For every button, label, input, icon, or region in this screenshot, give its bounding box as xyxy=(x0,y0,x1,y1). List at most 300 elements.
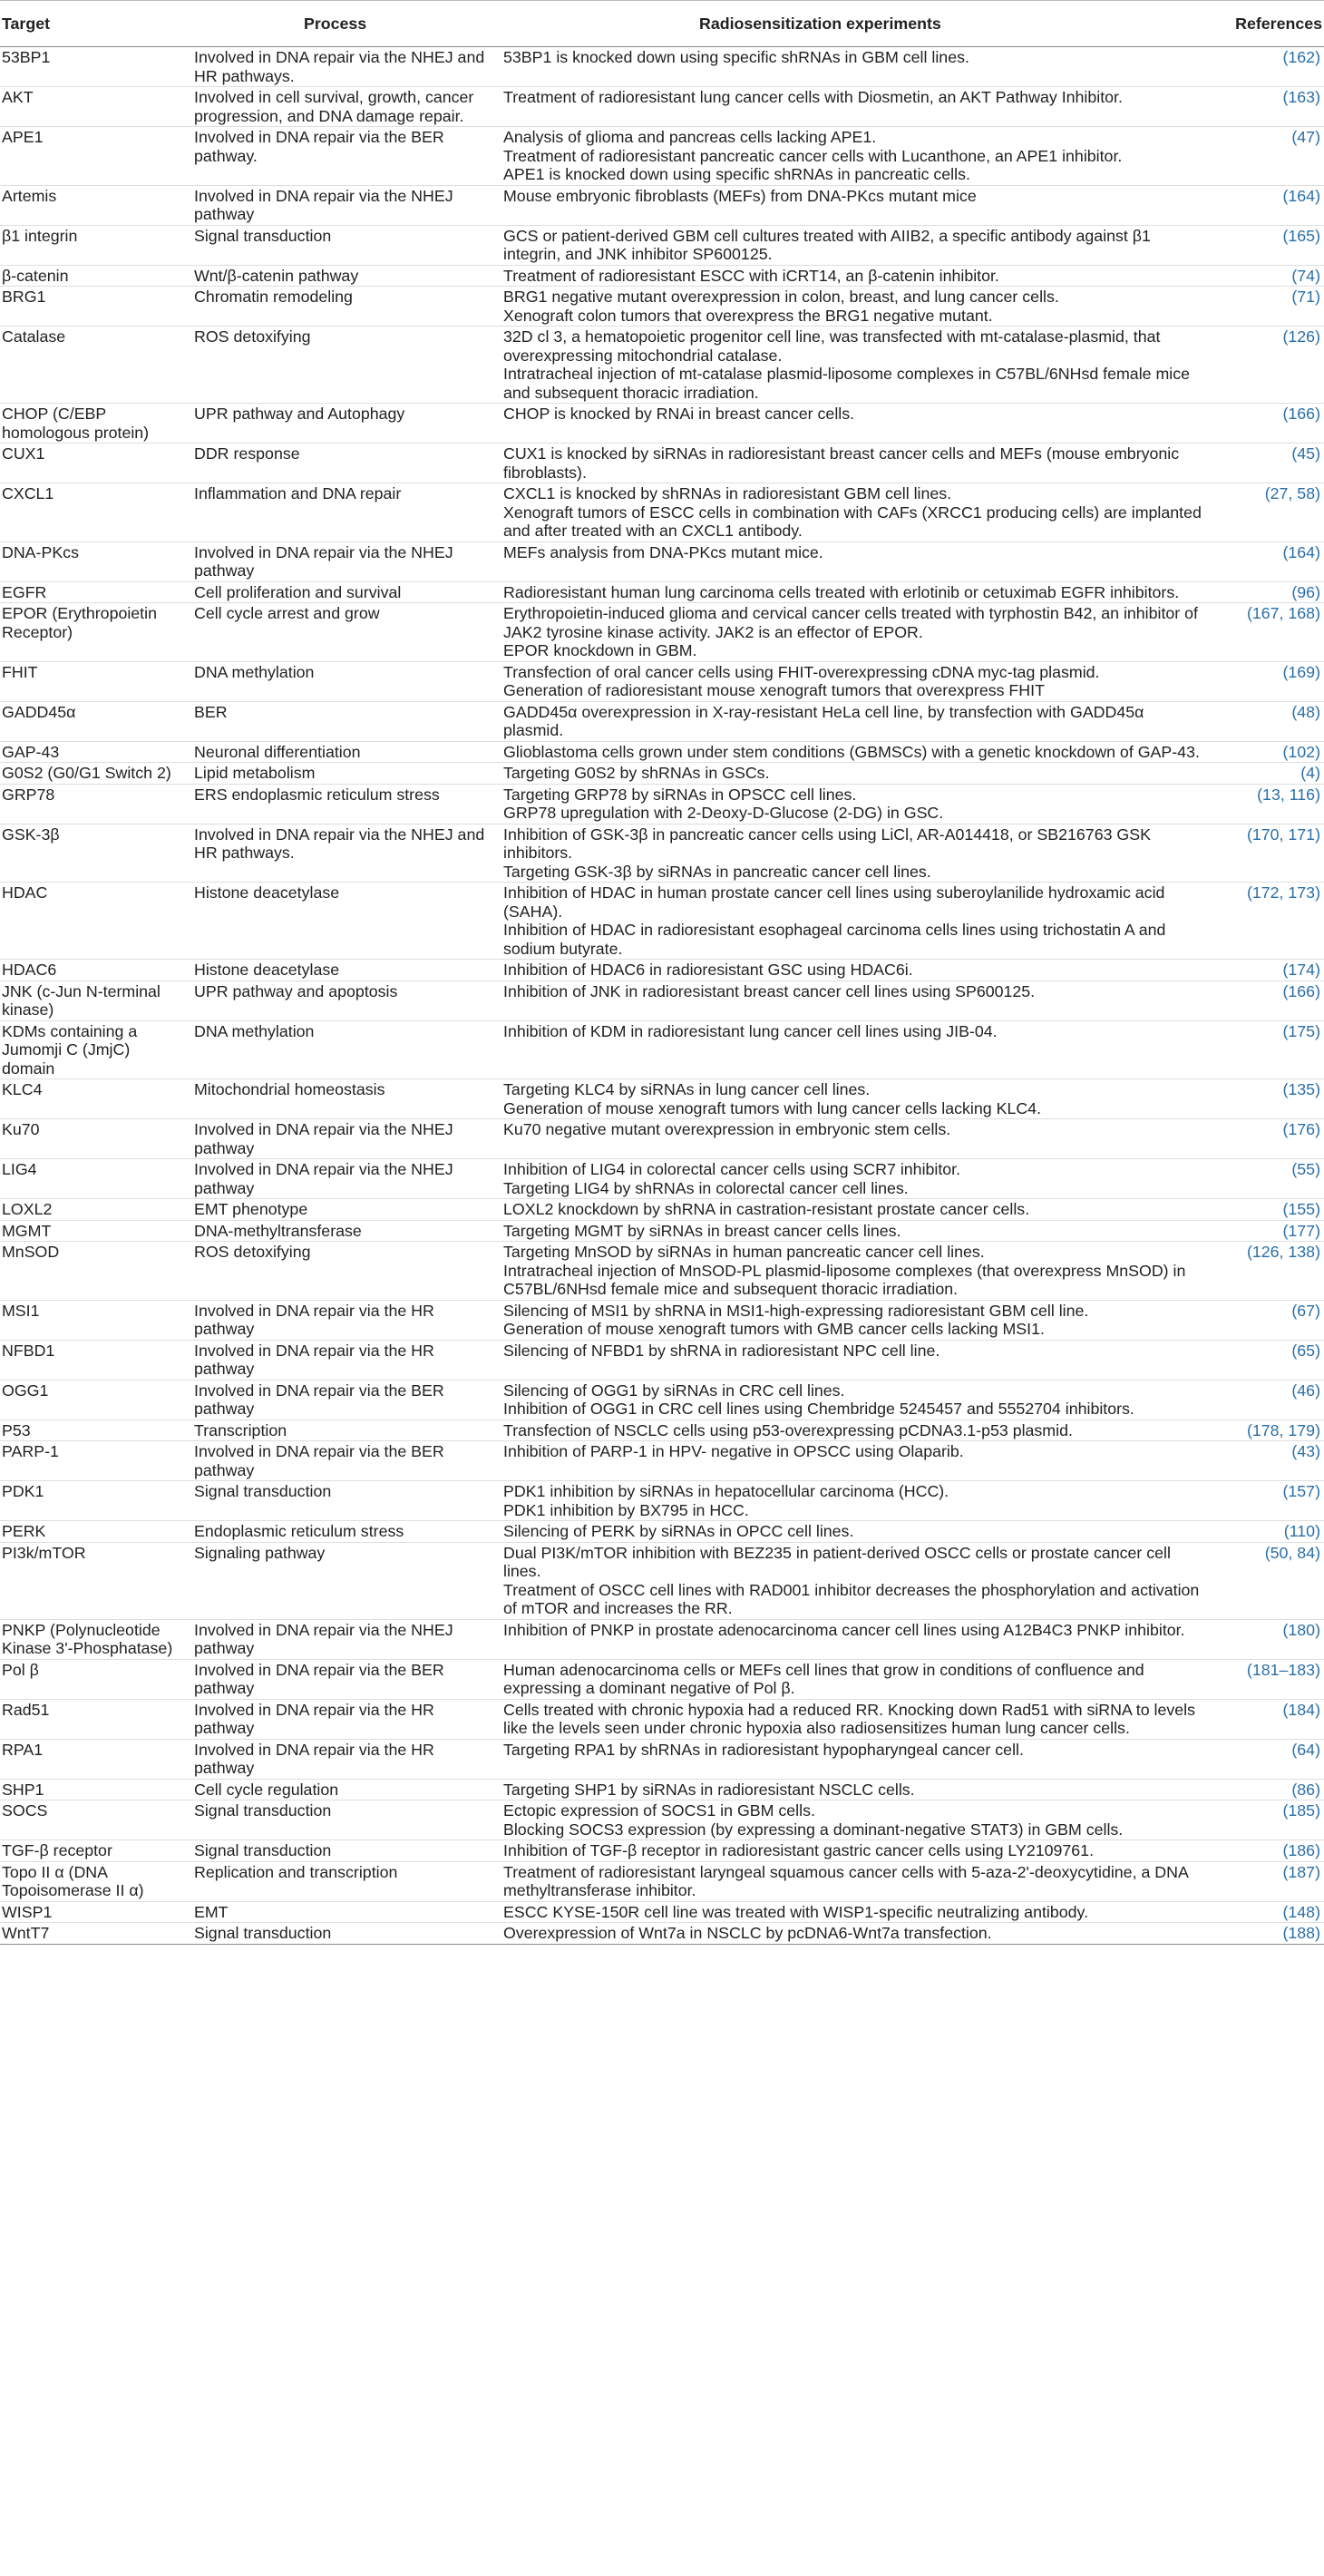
cell-target: Catalase xyxy=(0,327,186,404)
cell-target: KDMs containing a Jumomji C (JmjC) domain xyxy=(0,1020,186,1079)
cell-references: (67) xyxy=(1212,1300,1324,1340)
table-row xyxy=(0,1242,1324,1301)
header-row xyxy=(0,1,1324,47)
table-row xyxy=(0,1300,1324,1340)
cell-target: PDK1 xyxy=(0,1481,186,1521)
experiment-text: Targeting GSK-3β by siRNAs in pancreatic cancer cell lines. xyxy=(503,862,931,881)
cell-process: Histone deacetylase xyxy=(186,960,500,981)
header-target: Target xyxy=(0,1,186,47)
cell-target: Ku70 xyxy=(0,1119,186,1159)
cell-target: G0S2 (G0/G1 Switch 2) xyxy=(0,763,186,785)
cell-target: CHOP (C/EBP homologous protein) xyxy=(0,404,186,444)
table-row xyxy=(0,47,1324,87)
experiment-text: Inhibition of TGF-β receptor in radioresistant gastric cancer cells using LY2109761. xyxy=(503,1841,1095,1859)
cell-process: Involved in DNA repair via the NHEJ pathway xyxy=(186,1159,500,1199)
experiment-text: Generation of radioresistant mouse xenograft tumors that overexpress FHIT xyxy=(503,681,1045,699)
cell-target: GAP-43 xyxy=(0,741,186,763)
experiment-text: Treatment of radioresistant ESCC with iCRT14, an β-catenin inhibitor. xyxy=(503,266,999,285)
table-row xyxy=(0,1699,1324,1739)
experiment-text: Targeting LIG4 by shRNAs in colorectal cancer cell lines. xyxy=(503,1178,909,1197)
cell-process: Lipid metabolism xyxy=(186,763,500,785)
cell-references: (126, 138) xyxy=(1212,1242,1324,1301)
experiment-text: Treatment of radioresistant laryngeal squamous cancer cells with 5-aza-2'-deoxycytidine, a DNA methyltransferase inhibitor. xyxy=(503,1862,1188,1899)
table-row xyxy=(0,1901,1324,1923)
experiment-text: Inhibition of JNK in radioresistant breast cancer cell lines using SP600125. xyxy=(503,981,1036,1000)
cell-target: AKT xyxy=(0,87,186,127)
cell-process: DNA methylation xyxy=(186,1020,500,1079)
experiment-text: Targeting GRP78 by siRNAs in OPSCC cell lines. xyxy=(503,785,857,804)
cell-target: Pol β xyxy=(0,1659,186,1699)
experiment-text: 53BP1 is knocked down using specific shRNAs in GBM cell lines. xyxy=(503,48,969,66)
experiment-text: CXCL1 is knocked by shRNAs in radioresistant GBM cell lines. xyxy=(503,484,952,503)
cell-experiments xyxy=(500,1220,1212,1242)
cell-target: 53BP1 xyxy=(0,47,186,87)
cell-process: Involved in DNA repair via the HR pathway xyxy=(186,1340,500,1380)
cell-process: Involved in cell survival, growth, cancer progression, and DNA damage repair. xyxy=(186,87,500,127)
cell-target: PI3k/mTOR xyxy=(0,1542,186,1619)
experiment-text: Radioresistant human lung carcinoma cells treated with erlotinib or cetuximab EGFR inhibitors. xyxy=(503,582,1180,601)
experiment-text: Inhibition of PNKP in prostate adenocarcinoma cancer cell lines using A12B4C3 PNKP inhibitor. xyxy=(503,1620,1185,1639)
cell-target: MSI1 xyxy=(0,1300,186,1340)
header-process: Process xyxy=(186,1,500,47)
cell-experiments xyxy=(500,542,1212,581)
cell-process: DNA-methyltransferase xyxy=(186,1220,500,1242)
experiment-text: Dual PI3K/mTOR inhibition with BEZ235 in patient-derived OSCC cells or prostate cancer cell lines. xyxy=(503,1543,1171,1580)
cell-references: (174) xyxy=(1212,960,1324,981)
cell-target: OGG1 xyxy=(0,1380,186,1420)
table-row xyxy=(0,981,1324,1020)
table-header xyxy=(0,1,1324,47)
table-row xyxy=(0,1800,1324,1840)
table-row xyxy=(0,185,1324,225)
cell-process: Cell cycle regulation xyxy=(186,1779,500,1800)
table-row xyxy=(0,784,1324,824)
cell-experiments xyxy=(500,1659,1212,1699)
cell-process: UPR pathway and Autophagy xyxy=(186,404,500,444)
experiment-text: Inhibition of OGG1 in CRC cell lines using Chembridge 5245457 and 5552704 inhibitors. xyxy=(503,1400,1134,1418)
cell-process: Involved in DNA repair via the BER pathway xyxy=(186,1441,500,1481)
cell-references: (175) xyxy=(1212,1020,1324,1079)
header-references: References xyxy=(1212,1,1324,47)
experiment-text: CHOP is knocked by RNAi in breast cancer cells. xyxy=(503,405,855,423)
cell-process: Involved in DNA repair via the HR pathway xyxy=(186,1300,500,1340)
cell-target: Artemis xyxy=(0,185,186,225)
cell-experiments xyxy=(500,1481,1212,1521)
cell-target: MnSOD xyxy=(0,1242,186,1301)
experiment-text: Overexpression of Wnt7a in NSCLC by pcDNA6-Wnt7a transfection. xyxy=(503,1924,992,1942)
cell-target: NFBD1 xyxy=(0,1340,186,1380)
table-row xyxy=(0,1079,1324,1119)
experiment-text: Inhibition of HDAC in human prostate cancer cell lines using suberoylanilide hydroxamic acid (SAHA). xyxy=(503,883,1165,921)
cell-experiments xyxy=(500,47,1212,87)
table-body xyxy=(0,47,1324,1945)
table-row xyxy=(0,1220,1324,1242)
experiment-text: Silencing of NFBD1 by shRNA in radioresistant NPC cell line. xyxy=(503,1341,940,1360)
cell-target: KLC4 xyxy=(0,1079,186,1119)
table-row xyxy=(0,603,1324,662)
experiment-text: Intratracheal injection of MnSOD-PL plasmid-liposome complexes (that overexpress MnSOD) in C57BL/6NHsd female mice and subsequent thoracic irradiation. xyxy=(503,1261,1186,1298)
cell-process: DNA methylation xyxy=(186,661,500,701)
cell-target: HDAC6 xyxy=(0,960,186,981)
experiment-text: Inhibition of KDM in radioresistant lung cancer cell lines using JIB-04. xyxy=(503,1021,998,1040)
experiment-text: Human adenocarcinoma cells or MEFs cell lines that grow in conditions of confluence and expressing a dominant negative of Pol β. xyxy=(503,1660,1144,1697)
cell-experiments xyxy=(500,763,1212,785)
experiment-text: Mouse embryonic fibroblasts (MEFs) from DNA-PKcs mutant mice xyxy=(503,186,977,205)
cell-process: ERS endoplasmic reticulum stress xyxy=(186,784,500,824)
cell-experiments xyxy=(500,185,1212,225)
cell-process: Mitochondrial homeostasis xyxy=(186,1079,500,1119)
cell-references: (165) xyxy=(1212,225,1324,265)
cell-experiments xyxy=(500,1542,1212,1619)
cell-target: CUX1 xyxy=(0,444,186,483)
table-row xyxy=(0,741,1324,763)
cell-target: Topo II α (DNA Topoisomerase II α) xyxy=(0,1861,186,1901)
cell-process: Histone deacetylase xyxy=(186,883,500,960)
cell-process: BER xyxy=(186,701,500,741)
table-row xyxy=(0,701,1324,741)
experiment-text: 32D cl 3, a hematopoietic progenitor cell line, was transfected with mt-catalase-plasmid, that overexpressing mitochondrial catalase. xyxy=(503,327,1161,365)
table-row xyxy=(0,225,1324,265)
experiment-text: BRG1 negative mutant overexpression in colon, breast, and lung cancer cells. xyxy=(503,288,1059,306)
experiment-text: Ku70 negative mutant overexpression in embryonic stem cells. xyxy=(503,1120,951,1138)
experiment-text: Generation of mouse xenograft tumors with lung cancer cells lacking KLC4. xyxy=(503,1098,1042,1117)
cell-process: DDR response xyxy=(186,444,500,483)
cell-experiments xyxy=(500,1380,1212,1420)
cell-experiments xyxy=(500,1119,1212,1159)
cell-experiments xyxy=(500,1079,1212,1119)
cell-process: Signaling pathway xyxy=(186,1542,500,1619)
cell-process: Involved in DNA repair via the NHEJ pathway xyxy=(186,1119,500,1159)
cell-experiments xyxy=(500,1420,1212,1441)
table-row xyxy=(0,404,1324,444)
cell-references: (157) xyxy=(1212,1481,1324,1521)
experiment-text: Targeting G0S2 by shRNAs in GSCs. xyxy=(503,764,770,782)
table-row xyxy=(0,542,1324,581)
cell-experiments xyxy=(500,1199,1212,1221)
cell-target: LOXL2 xyxy=(0,1199,186,1221)
cell-target: HDAC xyxy=(0,883,186,960)
cell-target: APE1 xyxy=(0,127,186,186)
experiment-text: Glioblastoma cells grown under stem conditions (GBMSCs) with a genetic knockdown of GAP-43. xyxy=(503,742,1200,761)
cell-references: (55) xyxy=(1212,1159,1324,1199)
experiment-text: Silencing of MSI1 by shRNA in MSI1-high-expressing radioresistant GBM cell line. xyxy=(503,1301,1089,1320)
cell-process: Signal transduction xyxy=(186,225,500,265)
cell-target: EGFR xyxy=(0,581,186,603)
experiment-text: Erythropoietin-induced glioma and cervical cancer cells treated with tyrphostin B42, an inhibitor of JAK2 tyrosine kinase activity. JAK2 is an effector of EPOR. xyxy=(503,604,1198,641)
cell-experiments xyxy=(500,404,1212,444)
cell-references: (187) xyxy=(1212,1861,1324,1901)
cell-references: (188) xyxy=(1212,1923,1324,1945)
table-row xyxy=(0,1619,1324,1659)
table-row xyxy=(0,824,1324,883)
cell-references: (170, 171) xyxy=(1212,824,1324,883)
table-row xyxy=(0,1861,1324,1901)
experiment-text: Transfection of NSCLC cells using p53-overexpressing pCDNA3.1-p53 plasmid. xyxy=(503,1420,1073,1439)
cell-target: P53 xyxy=(0,1420,186,1441)
cell-references: (162) xyxy=(1212,47,1324,87)
cell-process: UPR pathway and apoptosis xyxy=(186,981,500,1020)
cell-process: ROS detoxifying xyxy=(186,1242,500,1301)
table-row xyxy=(0,960,1324,981)
experiment-text: Targeting MnSOD by siRNAs in human pancreatic cancer cell lines. xyxy=(503,1243,985,1261)
cell-experiments xyxy=(500,1340,1212,1380)
cell-experiments xyxy=(500,960,1212,981)
cell-references: (47) xyxy=(1212,127,1324,186)
cell-references: (176) xyxy=(1212,1119,1324,1159)
experiment-text: GCS or patient-derived GBM cell cultures treated with AIIB2, a specific antibody against β1 integrin, and JNK inhibitor SP600125. xyxy=(503,226,1151,263)
cell-target: BRG1 xyxy=(0,287,186,327)
cell-references: (65) xyxy=(1212,1340,1324,1380)
cell-experiments xyxy=(500,1441,1212,1481)
cell-references: (167, 168) xyxy=(1212,603,1324,662)
cell-process: Signal transduction xyxy=(186,1481,500,1521)
table-row xyxy=(0,1840,1324,1862)
cell-references: (46) xyxy=(1212,1380,1324,1420)
cell-process: Signal transduction xyxy=(186,1923,500,1945)
table-row xyxy=(0,87,1324,127)
table-row xyxy=(0,883,1324,960)
experiment-text: Cells treated with chronic hypoxia had a reduced RR. Knocking down Rad51 with siRNA to levels like the levels seen under chronic hypoxia also radiosensitizes human lung cancer cells. xyxy=(503,1700,1196,1737)
cell-references: (4) xyxy=(1212,763,1324,785)
cell-process: Cell cycle arrest and grow xyxy=(186,603,500,662)
cell-references: (102) xyxy=(1212,741,1324,763)
experiment-text: Inhibition of HDAC in radioresistant esophageal carcinoma cells lines using trichostatin A and sodium butyrate. xyxy=(503,921,1166,958)
cell-experiments xyxy=(500,784,1212,824)
experiment-text: Xenograft tumors of ESCC cells in combination with CAFs (XRCC1 producing cells) are implanted and after treated with an CXCL1 antibody. xyxy=(503,503,1202,540)
cell-experiments xyxy=(500,1901,1212,1923)
cell-process: Replication and transcription xyxy=(186,1861,500,1901)
table-row xyxy=(0,127,1324,186)
table-row xyxy=(0,1542,1324,1619)
experiment-text: ESCC KYSE-150R cell line was treated with WISP1-specific neutralizing antibody. xyxy=(503,1902,1089,1921)
experiment-text: Ectopic expression of SOCS1 in GBM cells. xyxy=(503,1801,815,1820)
table-row xyxy=(0,763,1324,785)
cell-experiments xyxy=(500,603,1212,662)
cell-references: (172, 173) xyxy=(1212,883,1324,960)
experiment-text: Inhibition of GSK-3β in pancreatic cancer cells using LiCl, AR-A014418, or SB216763 GSK inhibitors. xyxy=(503,825,1151,862)
cell-target: EPOR (Erythropoietin Receptor) xyxy=(0,603,186,662)
cell-references: (177) xyxy=(1212,1220,1324,1242)
cell-experiments xyxy=(500,127,1212,186)
cell-references: (180) xyxy=(1212,1619,1324,1659)
experiment-text: Treatment of OSCC cell lines with RAD001 inhibitor decreases the phosphorylation and activation of mTOR and increases the RR. xyxy=(503,1580,1200,1617)
cell-process: Involved in DNA repair via the NHEJ pathway xyxy=(186,542,500,581)
cell-experiments xyxy=(500,581,1212,603)
experiment-text: Silencing of OGG1 by siRNAs in CRC cell lines. xyxy=(503,1381,845,1400)
table-row xyxy=(0,1420,1324,1441)
experiment-text: GRP78 upregulation with 2-Deoxy-D-Glucose (2-DG) in GSC. xyxy=(503,804,944,822)
cell-target: β1 integrin xyxy=(0,225,186,265)
cell-process: Involved in DNA repair via the NHEJ pathway xyxy=(186,185,500,225)
table-row xyxy=(0,1923,1324,1945)
cell-target: FHIT xyxy=(0,661,186,701)
cell-references: (48) xyxy=(1212,701,1324,741)
experiment-text: Treatment of radioresistant pancreatic cancer cells with Lucanthone, an APE1 inhibitor. xyxy=(503,146,1123,165)
cell-experiments xyxy=(500,981,1212,1020)
cell-process: Signal transduction xyxy=(186,1800,500,1840)
cell-target: GSK-3β xyxy=(0,824,186,883)
experiment-text: Intratracheal injection of mt-catalase plasmid-liposome complexes in C57BL/6NHsd female mice and subsequent thoracic irradiation. xyxy=(503,365,1191,402)
cell-references: (184) xyxy=(1212,1699,1324,1739)
experiment-text: Targeting RPA1 by shRNAs in radioresistant hypopharyngeal cancer cell. xyxy=(503,1740,1024,1759)
table-row xyxy=(0,287,1324,327)
table-row xyxy=(0,1119,1324,1159)
table-row xyxy=(0,1159,1324,1199)
experiment-text: Treatment of radioresistant lung cancer cells with Diosmetin, an AKT Pathway Inhibitor. xyxy=(503,88,1123,106)
cell-experiments xyxy=(500,327,1212,404)
cell-target: GRP78 xyxy=(0,784,186,824)
header-experiments: Radiosensitization experiments xyxy=(500,1,1212,47)
cell-references: (155) xyxy=(1212,1199,1324,1221)
cell-experiments xyxy=(500,444,1212,483)
cell-experiments xyxy=(500,701,1212,741)
cell-process: Involved in DNA repair via the HR pathway xyxy=(186,1739,500,1779)
cell-experiments xyxy=(500,265,1212,287)
table-row xyxy=(0,1481,1324,1521)
experiment-text: MEFs analysis from DNA-PKcs mutant mice. xyxy=(503,542,823,561)
cell-experiments xyxy=(500,1300,1212,1340)
cell-process: Wnt/β-catenin pathway xyxy=(186,265,500,287)
cell-process: Involved in DNA repair via the HR pathway xyxy=(186,1699,500,1739)
cell-references: (164) xyxy=(1212,542,1324,581)
experiment-text: PDK1 inhibition by BX795 in HCC. xyxy=(503,1500,749,1519)
cell-target: TGF-β receptor xyxy=(0,1840,186,1862)
cell-target: JNK (c-Jun N-terminal kinase) xyxy=(0,981,186,1020)
cell-experiments xyxy=(500,1521,1212,1543)
cell-experiments xyxy=(500,824,1212,883)
cell-experiments xyxy=(500,287,1212,327)
table-row xyxy=(0,661,1324,701)
cell-references: (27, 58) xyxy=(1212,483,1324,542)
cell-experiments xyxy=(500,1159,1212,1199)
experiment-text: Targeting KLC4 by siRNAs in lung cancer cell lines. xyxy=(503,1080,871,1098)
cell-references: (169) xyxy=(1212,661,1324,701)
cell-references: (186) xyxy=(1212,1840,1324,1862)
cell-process: Transcription xyxy=(186,1420,500,1441)
cell-references: (13, 116) xyxy=(1212,784,1324,824)
table-row xyxy=(0,1199,1324,1221)
cell-process: Involved in DNA repair via the NHEJ and HR pathways. xyxy=(186,47,500,87)
cell-references: (43) xyxy=(1212,1441,1324,1481)
table-row xyxy=(0,444,1324,483)
cell-target: WISP1 xyxy=(0,1901,186,1923)
cell-experiments xyxy=(500,1619,1212,1659)
cell-process: Signal transduction xyxy=(186,1840,500,1862)
experiment-text: Inhibition of LIG4 in colorectal cancer cells using SCR7 inhibitor. xyxy=(503,1160,961,1178)
cell-references: (135) xyxy=(1212,1079,1324,1119)
cell-process: Endoplasmic reticulum stress xyxy=(186,1521,500,1543)
cell-target: MGMT xyxy=(0,1220,186,1242)
experiment-text: Silencing of PERK by siRNAs in OPCC cell lines. xyxy=(503,1522,854,1540)
cell-experiments xyxy=(500,1779,1212,1800)
cell-process: EMT xyxy=(186,1901,500,1923)
cell-references: (178, 179) xyxy=(1212,1420,1324,1441)
cell-process: Cell proliferation and survival xyxy=(186,581,500,603)
cell-experiments xyxy=(500,225,1212,265)
experiment-text: Xenograft colon tumors that overexpress the BRG1 negative mutant. xyxy=(503,306,993,325)
cell-references: (164) xyxy=(1212,185,1324,225)
cell-references: (163) xyxy=(1212,87,1324,127)
experiment-text: PDK1 inhibition by siRNAs in hepatocellular carcinoma (HCC). xyxy=(503,1482,949,1500)
cell-process: Involved in DNA repair via the NHEJ and HR pathways. xyxy=(186,824,500,883)
table-row xyxy=(0,265,1324,287)
cell-references: (185) xyxy=(1212,1800,1324,1840)
cell-experiments xyxy=(500,87,1212,127)
cell-references: (166) xyxy=(1212,981,1324,1020)
table-row xyxy=(0,1441,1324,1481)
cell-process: ROS detoxifying xyxy=(186,327,500,404)
cell-target: LIG4 xyxy=(0,1159,186,1199)
cell-references: (74) xyxy=(1212,265,1324,287)
experiment-text: Inhibition of HDAC6 in radioresistant GSC using HDAC6i. xyxy=(503,961,913,979)
experiment-text: APE1 is knocked down using specific shRNAs in pancreatic cells. xyxy=(503,165,970,183)
experiment-text: Targeting MGMT by siRNAs in breast cancer cells lines. xyxy=(503,1221,901,1240)
cell-experiments xyxy=(500,1923,1212,1945)
cell-references: (71) xyxy=(1212,287,1324,327)
cell-references: (45) xyxy=(1212,444,1324,483)
cell-target: GADD45α xyxy=(0,701,186,741)
experiment-text: Blocking SOCS3 expression (by expressing a dominant-negative STAT3) in GBM cells. xyxy=(503,1820,1124,1839)
cell-references: (110) xyxy=(1212,1521,1324,1543)
experiment-text: EPOR knockdown in GBM. xyxy=(503,641,697,659)
experiment-text: LOXL2 knockdown by shRNA in castration-resistant prostate cancer cells. xyxy=(503,1200,1030,1218)
cell-process: EMT phenotype xyxy=(186,1199,500,1221)
table-row xyxy=(0,1659,1324,1699)
cell-experiments xyxy=(500,1242,1212,1301)
cell-target: PERK xyxy=(0,1521,186,1543)
experiment-text: Analysis of glioma and pancreas cells lacking APE1. xyxy=(503,128,877,146)
cell-target: SHP1 xyxy=(0,1779,186,1800)
cell-references: (64) xyxy=(1212,1739,1324,1779)
cell-experiments xyxy=(500,1699,1212,1739)
cell-experiments xyxy=(500,1020,1212,1079)
cell-target: SOCS xyxy=(0,1800,186,1840)
cell-references: (148) xyxy=(1212,1901,1324,1923)
cell-process: Involved in DNA repair via the BER pathway xyxy=(186,1659,500,1699)
cell-target: β-catenin xyxy=(0,265,186,287)
cell-references: (86) xyxy=(1212,1779,1324,1800)
cell-process: Involved in DNA repair via the BER pathway xyxy=(186,1380,500,1420)
table-row xyxy=(0,1380,1324,1420)
cell-process: Involved in DNA repair via the BER pathway. xyxy=(186,127,500,186)
table-row xyxy=(0,1779,1324,1800)
cell-references: (166) xyxy=(1212,404,1324,444)
experiment-text: GADD45α overexpression in X-ray-resistant HeLa cell line, by transfection with GADD45α plasmid. xyxy=(503,702,1144,739)
cell-target: PNKP (Polynucleotide Kinase 3'-Phosphatase) xyxy=(0,1619,186,1659)
experiment-text: Generation of mouse xenograft tumors with GMB cancer cells lacking MSI1. xyxy=(503,1320,1045,1338)
cell-experiments xyxy=(500,483,1212,542)
cell-experiments xyxy=(500,1840,1212,1862)
table-row xyxy=(0,1521,1324,1543)
cell-references: (50, 84) xyxy=(1212,1542,1324,1619)
cell-references: (96) xyxy=(1212,581,1324,603)
cell-experiments xyxy=(500,661,1212,701)
experiment-text: Targeting SHP1 by siRNAs in radioresistant NSCLC cells. xyxy=(503,1780,915,1799)
cell-process: Neuronal differentiation xyxy=(186,741,500,763)
table-row xyxy=(0,1739,1324,1779)
table-row xyxy=(0,581,1324,603)
table-row xyxy=(0,1340,1324,1380)
cell-process: Chromatin remodeling xyxy=(186,287,500,327)
cell-experiments xyxy=(500,741,1212,763)
experiment-text: CUX1 is knocked by siRNAs in radioresistant breast cancer cells and MEFs (mouse embryonic fibroblasts). xyxy=(503,444,1180,482)
table-row xyxy=(0,1020,1324,1079)
experiment-text: Inhibition of PARP-1 in HPV- negative in OPSCC using Olaparib. xyxy=(503,1442,964,1460)
cell-target: RPA1 xyxy=(0,1739,186,1779)
table-row xyxy=(0,483,1324,542)
cell-process: Involved in DNA repair via the NHEJ pathway xyxy=(186,1619,500,1659)
cell-target: Rad51 xyxy=(0,1699,186,1739)
